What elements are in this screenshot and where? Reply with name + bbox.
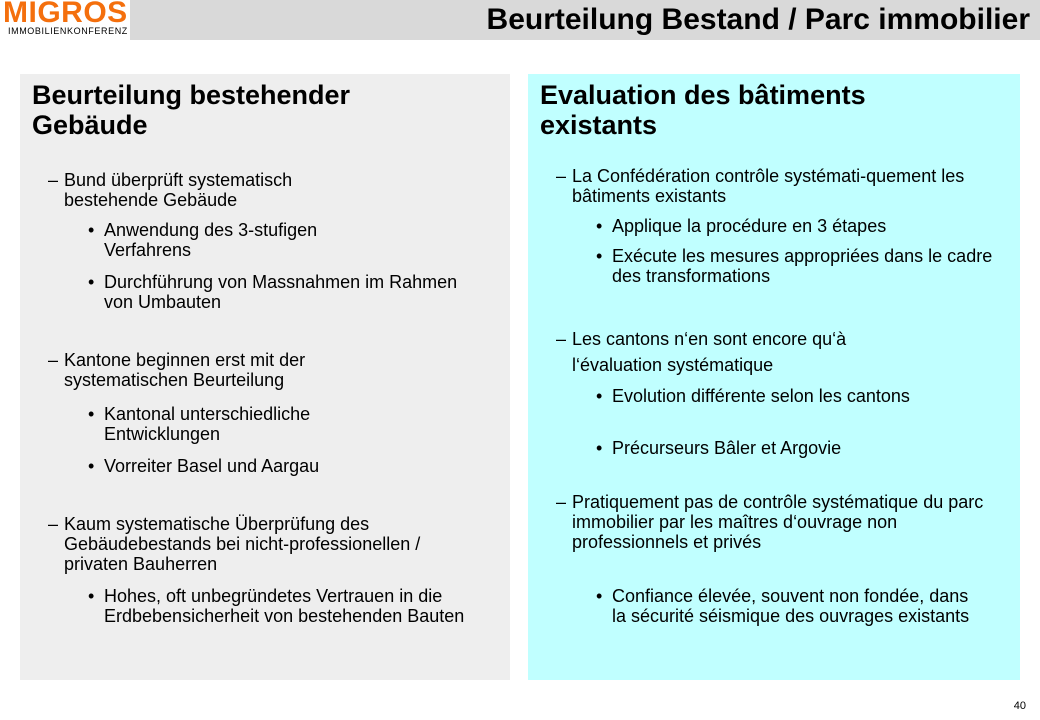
left-sub-1-2: • Durchführung von Massnahmen im Rahmen von Umbauten bbox=[88, 272, 458, 312]
migros-logo bbox=[0, 0, 130, 40]
right-sub-1-2: • Exécute les mesures appropriées dans le cadre des transformations bbox=[596, 246, 993, 286]
page-title: Beurteilung Bestand / Parc immobilier bbox=[486, 3, 1030, 36]
right-heading: Evaluation des bâtiments existants bbox=[540, 80, 866, 140]
logo-wordmark: MIGROS bbox=[3, 0, 128, 29]
dash-marker: – bbox=[556, 166, 567, 186]
bullet-marker: • bbox=[88, 220, 95, 240]
left-point-1: – Bund überprüft systematisch bestehende Gebäude bbox=[48, 170, 293, 210]
left-point-3: – Kaum systematische Überprüfung des Gebäudebestands bei nicht-professionellen / privaten Bauherren bbox=[48, 514, 421, 574]
left-sub-1-1: • Anwendung des 3-stufigen Verfahrens bbox=[88, 220, 318, 260]
left-sub-2-2: • Vorreiter Basel und Aargau bbox=[88, 456, 320, 476]
left-panel-german bbox=[20, 74, 510, 680]
bullet-marker: • bbox=[596, 216, 603, 236]
right-panel-french bbox=[528, 74, 1020, 680]
dash-marker: – bbox=[556, 492, 567, 512]
bullet-marker: • bbox=[596, 386, 603, 406]
right-sub-2-1: • Evolution différente selon les cantons bbox=[596, 386, 910, 406]
right-point-2: – Les cantons n‘en sont encore qu‘à l‘évaluation systématique bbox=[556, 326, 1006, 378]
bullet-marker: • bbox=[88, 456, 95, 476]
right-point-1: – La Confédération contrôle systémati-quement les bâtiments existants bbox=[556, 166, 965, 206]
left-point-2: – Kantone beginnen erst mit der systematischen Beurteilung bbox=[48, 350, 306, 390]
bullet-marker: • bbox=[88, 404, 95, 424]
bullet-marker: • bbox=[88, 272, 95, 292]
bullet-marker: • bbox=[596, 246, 603, 266]
dash-marker: – bbox=[556, 329, 567, 349]
bullet-marker: • bbox=[596, 586, 603, 606]
left-heading: Beurteilung bestehender Gebäude bbox=[32, 80, 351, 140]
right-sub-3-1: • Confiance élevée, souvent non fondée, dans la sécurité séismique des ouvrages existants bbox=[596, 586, 970, 626]
logo-subtitle: IMMOBILIENKONFERENZ bbox=[8, 26, 128, 36]
dash-marker: – bbox=[48, 514, 59, 534]
dash-marker: – bbox=[48, 170, 59, 190]
left-sub-3-1: • Hohes, oft unbegründetes Vertrauen in die Erdbebensicherheit von bestehenden Bauten bbox=[88, 586, 465, 626]
bullet-marker: • bbox=[88, 586, 95, 606]
bullet-marker: • bbox=[596, 438, 603, 458]
left-sub-2-1: • Kantonal unterschiedliche Entwicklungen bbox=[88, 404, 311, 444]
page-number: 40 bbox=[1013, 700, 1026, 712]
right-point-3: – Pratiquement pas de contrôle systématique du parc immobilier par les maîtres d‘ouvrage non professionnels et privés bbox=[556, 492, 984, 552]
right-sub-1-1: • Applique la procédure en 3 étapes bbox=[596, 216, 887, 236]
dash-marker: – bbox=[48, 350, 59, 370]
right-sub-2-2: • Précurseurs Bâler et Argovie bbox=[596, 438, 842, 458]
